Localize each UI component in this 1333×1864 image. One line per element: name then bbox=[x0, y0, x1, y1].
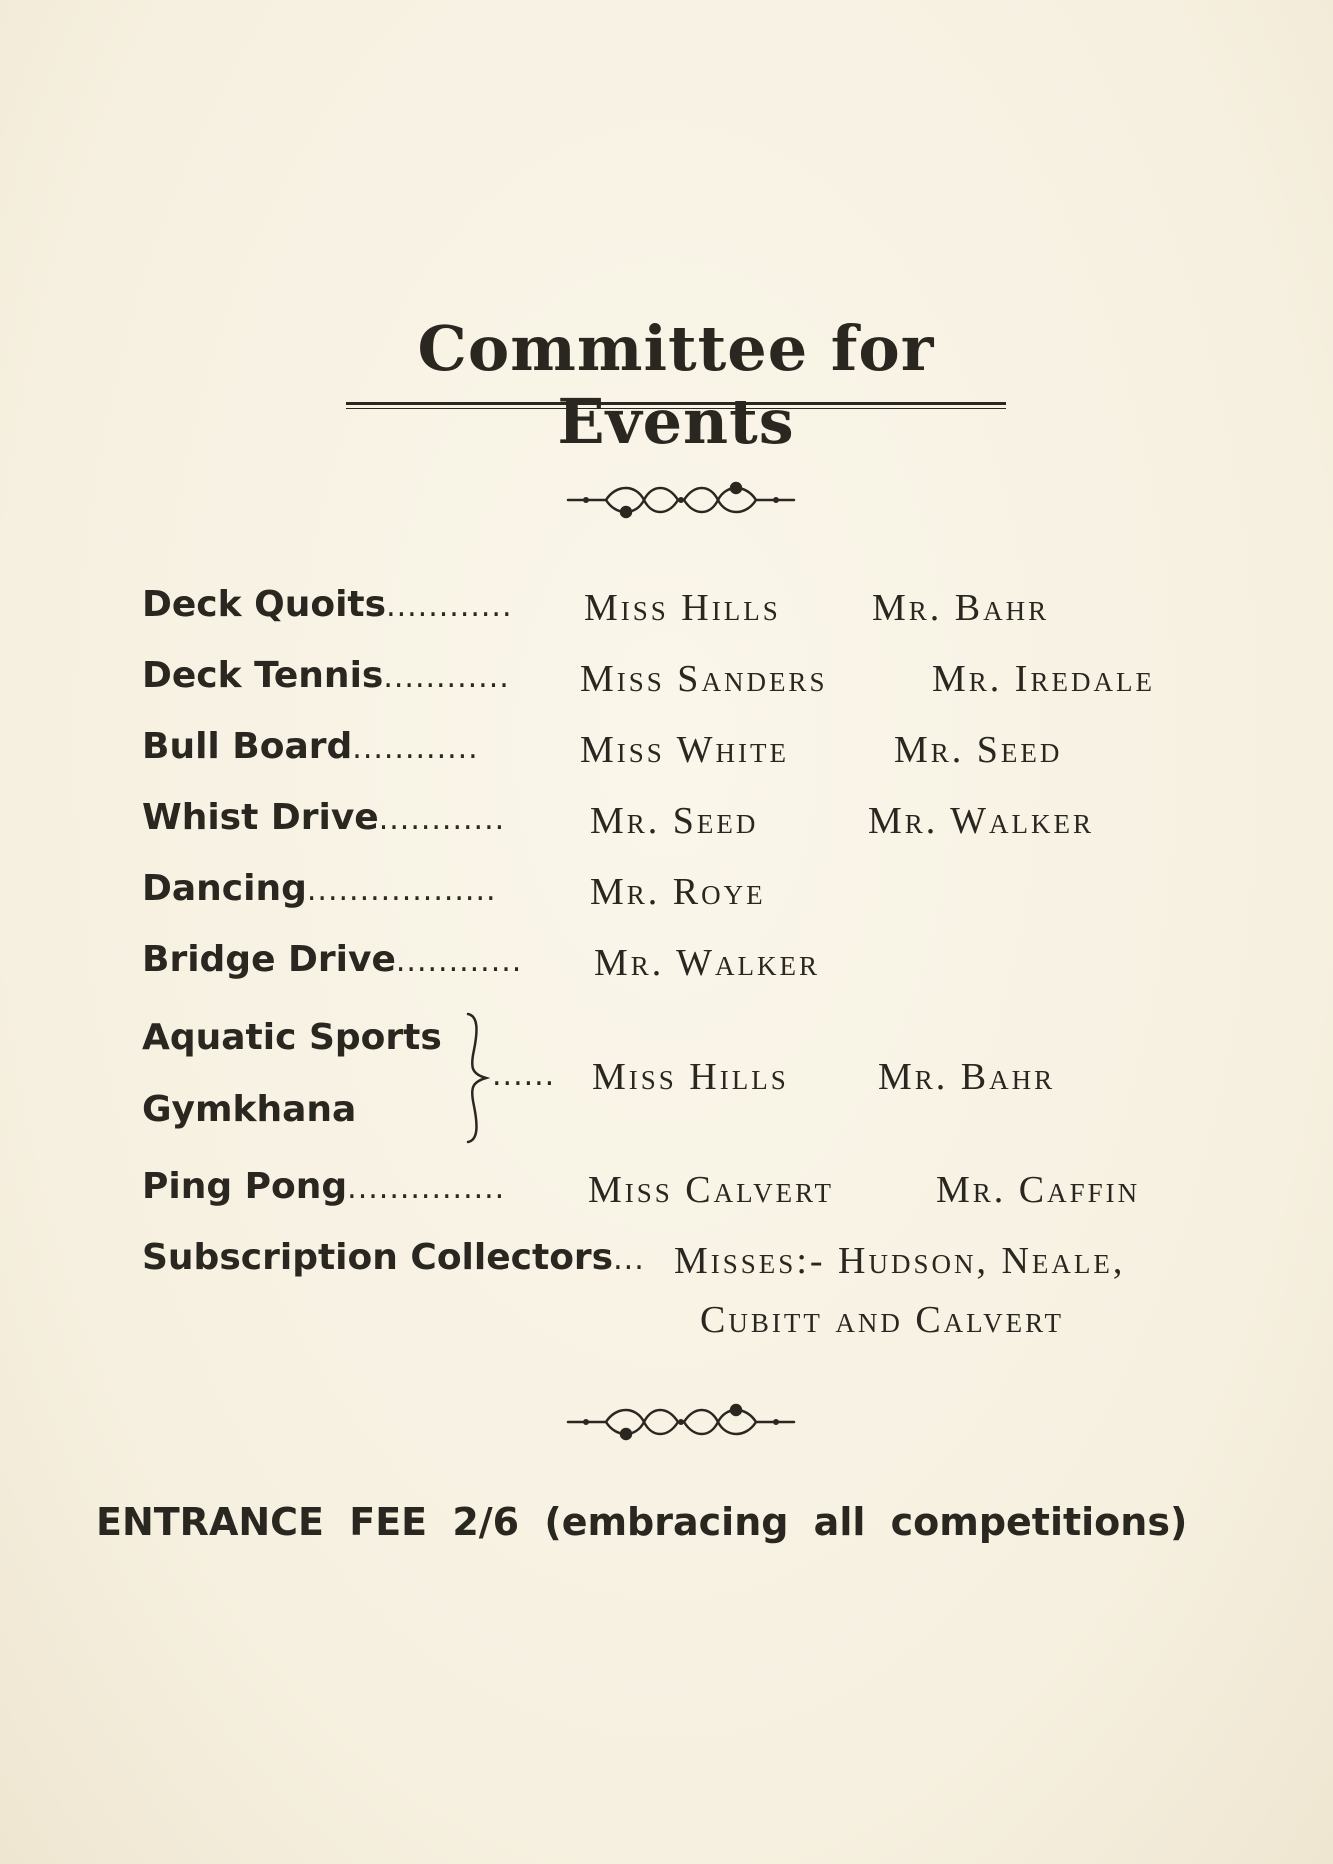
leader-dots: ............ bbox=[386, 589, 513, 624]
event-name: Whist Drive............ bbox=[142, 797, 506, 838]
scroll-ornament-icon bbox=[566, 470, 796, 530]
committee-member: Mr. Caffin bbox=[936, 1169, 1141, 1211]
committee-member: Mr. Walker bbox=[594, 942, 820, 984]
committee-member: Mr. Seed bbox=[894, 729, 1063, 771]
event-name: Gymkhana bbox=[142, 1089, 357, 1130]
leader-dots: ... bbox=[613, 1242, 645, 1277]
committee-member: Miss Calvert bbox=[588, 1169, 835, 1211]
leader-dots: ............... bbox=[347, 1171, 506, 1206]
committee-member: Misses:- Hudson, Neale, bbox=[674, 1240, 1126, 1282]
page-title: Committee for Events bbox=[417, 312, 935, 458]
event-name: Ping Pong............... bbox=[142, 1166, 506, 1207]
leader-dots: .................. bbox=[306, 873, 497, 908]
committee-member: Mr. Seed bbox=[590, 800, 759, 842]
leader-dots: ............ bbox=[383, 660, 510, 695]
leader-dots: ............ bbox=[395, 944, 523, 979]
curly-brace-icon bbox=[460, 1010, 490, 1145]
committee-member: Mr. Bahr bbox=[872, 587, 1050, 629]
committee-member: Mr. Walker bbox=[868, 800, 1094, 842]
committee-member: Miss Hills bbox=[584, 587, 781, 629]
scroll-ornament-icon bbox=[566, 1392, 796, 1452]
committee-member: Miss White bbox=[580, 729, 789, 771]
entrance-fee-note: ENTRANCE FEE 2/6 (embracing all competitions) bbox=[96, 1500, 1188, 1544]
event-name: Aquatic Sports bbox=[142, 1017, 442, 1058]
leader-dots: ...... bbox=[492, 1058, 556, 1093]
committee-member: Mr. Roye bbox=[590, 871, 766, 913]
title-underline bbox=[346, 402, 1006, 409]
committee-member: Mr. Iredale bbox=[932, 658, 1155, 700]
committee-member: Mr. Bahr bbox=[878, 1056, 1056, 1098]
committee-member: Miss Sanders bbox=[580, 658, 828, 700]
event-name: Deck Quoits............ bbox=[142, 584, 513, 625]
leader-dots: ............ bbox=[378, 802, 506, 837]
event-name: Subscription Collectors... bbox=[142, 1237, 645, 1278]
committee-member: Miss Hills bbox=[592, 1056, 789, 1098]
event-name: Bull Board............ bbox=[142, 726, 479, 767]
event-name: Deck Tennis............ bbox=[142, 655, 510, 696]
leader-dots: ............ bbox=[352, 731, 479, 766]
event-name: Bridge Drive............ bbox=[142, 939, 523, 980]
committee-member: Cubitt and Calvert bbox=[700, 1299, 1065, 1341]
event-name: Dancing.................. bbox=[142, 868, 497, 909]
